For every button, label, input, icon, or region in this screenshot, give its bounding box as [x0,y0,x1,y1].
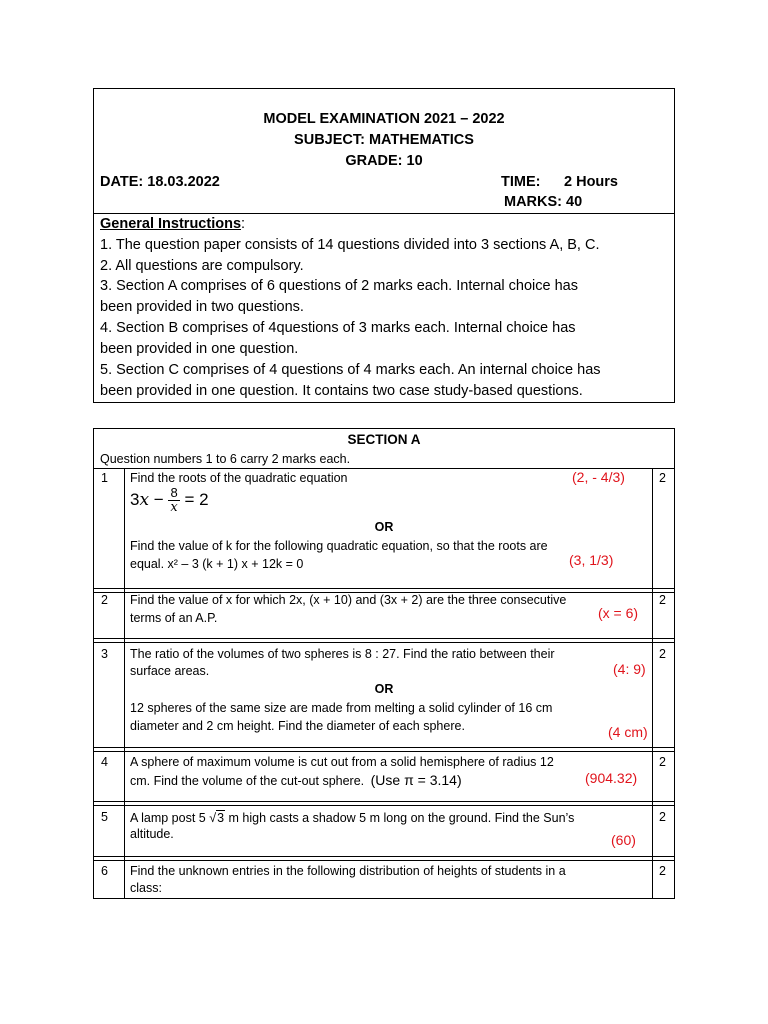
question-text: surface areas. [130,664,210,678]
instruction-line: 4. Section B comprises of 4questions of 3 marks each. Internal choice has [100,320,576,336]
question-text: Find the value of k for the following quadratic equation, so that the roots are [130,539,548,553]
question-marks: 2 [659,864,666,878]
equation-coefficient: 3 [130,490,140,509]
table-row-divider [94,801,674,802]
instruction-line: been provided in two questions. [100,299,304,315]
question-marks: 2 [659,810,666,824]
instructions-heading-text: General Instructions [100,216,242,232]
question-marks: 2 [659,471,666,485]
exam-title: MODEL EXAMINATION 2021 – 2022 [263,111,505,127]
question-text: The ratio of the volumes of two spheres is 8 : 27. Find the ratio between their [130,647,555,661]
question-text-line [130,772,462,788]
answer-annotation: (3, 1/3) [569,552,614,568]
equation-rhs: = 2 [184,490,209,509]
question-text-line [130,810,574,825]
question-text: Find the value of x for which 2x, (x + 10) and (3x + 2) are the three consecutive [130,593,567,607]
grade-title: GRADE: 10 [345,153,423,169]
answer-annotation: (x = 6) [598,605,639,621]
question-text: m high casts a shadow 5 m long on the ground. Find the Sun’s [225,811,575,825]
question-number: 2 [101,593,108,607]
answer-annotation: (4 cm) [608,724,648,740]
table-row-divider [94,638,674,639]
fraction-numerator: 8 [170,485,178,501]
quadratic-equation [130,485,209,515]
instruction-line: been provided in one question. It contains two case study-based questions. [100,383,583,399]
question-text: Find the unknown entries in the following distribution of heights of students in a [130,864,566,878]
question-text: class: [130,881,162,895]
question-number: 1 [101,471,108,485]
instruction-line: 5. Section C comprises of 4 questions of 4 marks each. An internal choice has [100,362,601,378]
table-row-divider [94,642,674,643]
table-row-divider [94,860,674,861]
or-label: OR [374,682,394,696]
total-marks: MARKS: 40 [504,194,583,210]
answer-annotation: (904.32) [585,770,638,786]
answer-annotation: (2, - 4/3) [572,469,625,485]
use-pi-note: (Use π = 3.14) [370,772,462,788]
equation-variable: x [139,490,150,510]
subject-title: SUBJECT: MATHEMATICS [294,132,474,148]
time-label: TIME: [501,174,541,190]
question-marks: 2 [659,593,666,607]
question-text: 12 spheres of the same size are made from melting a solid cylinder of 16 cm [130,701,553,715]
or-label: OR [374,520,394,534]
answer-annotation: (60) [611,832,636,848]
question-marks: 2 [659,755,666,769]
instruction-line: 2. All questions are compulsory. [100,258,304,274]
instruction-line: 1. The question paper consists of 14 questions divided into 3 sections A, B, C. [100,237,600,253]
equation-fraction [168,486,179,515]
section-a-title: SECTION A [347,432,421,447]
table-row-divider [94,751,674,752]
table-row-divider [94,588,674,589]
table-row-divider [94,747,674,748]
question-text: equal. x² – 3 (k + 1) x + 12k = 0 [130,557,304,571]
question-number: 5 [101,810,108,824]
question-number: 3 [101,647,108,661]
question-text: altitude. [130,827,174,841]
answer-annotation: (4: 9) [613,661,646,677]
question-text: Find the roots of the quadratic equation [130,471,348,485]
instructions-heading [100,216,245,232]
question-text: A lamp post 5 [130,811,206,825]
question-text: diameter and 2 cm height. Find the diameter of each sphere. [130,719,465,733]
instruction-line: 3. Section A comprises of 6 questions of 2 marks each. Internal choice has [100,278,578,294]
sqrt-symbol: √ [209,811,217,825]
sqrt-radicand: 3 [217,811,225,825]
question-number: 6 [101,864,108,878]
fraction-denominator: x [170,500,178,516]
question-number: 4 [101,755,108,769]
question-marks: 2 [659,647,666,661]
exam-date: DATE: 18.03.2022 [100,174,220,190]
header-divider [94,213,674,214]
instruction-line: been provided in one question. [100,341,299,357]
section-a-table [93,428,675,899]
time-value: 2 Hours [564,174,618,190]
section-a-subtitle: Question numbers 1 to 6 carry 2 marks each. [100,452,351,466]
table-row-divider [94,805,674,806]
question-text: cm. Find the volume of the cut-out sphere. [130,774,365,788]
question-text: terms of an A.P. [130,611,218,625]
table-row-divider [94,856,674,857]
exam-header-box [93,88,675,403]
question-text: A sphere of maximum volume is cut out from a solid hemisphere of radius 12 [130,755,554,769]
instructions-heading-colon: : [241,216,246,232]
equation-minus: − [153,490,164,509]
